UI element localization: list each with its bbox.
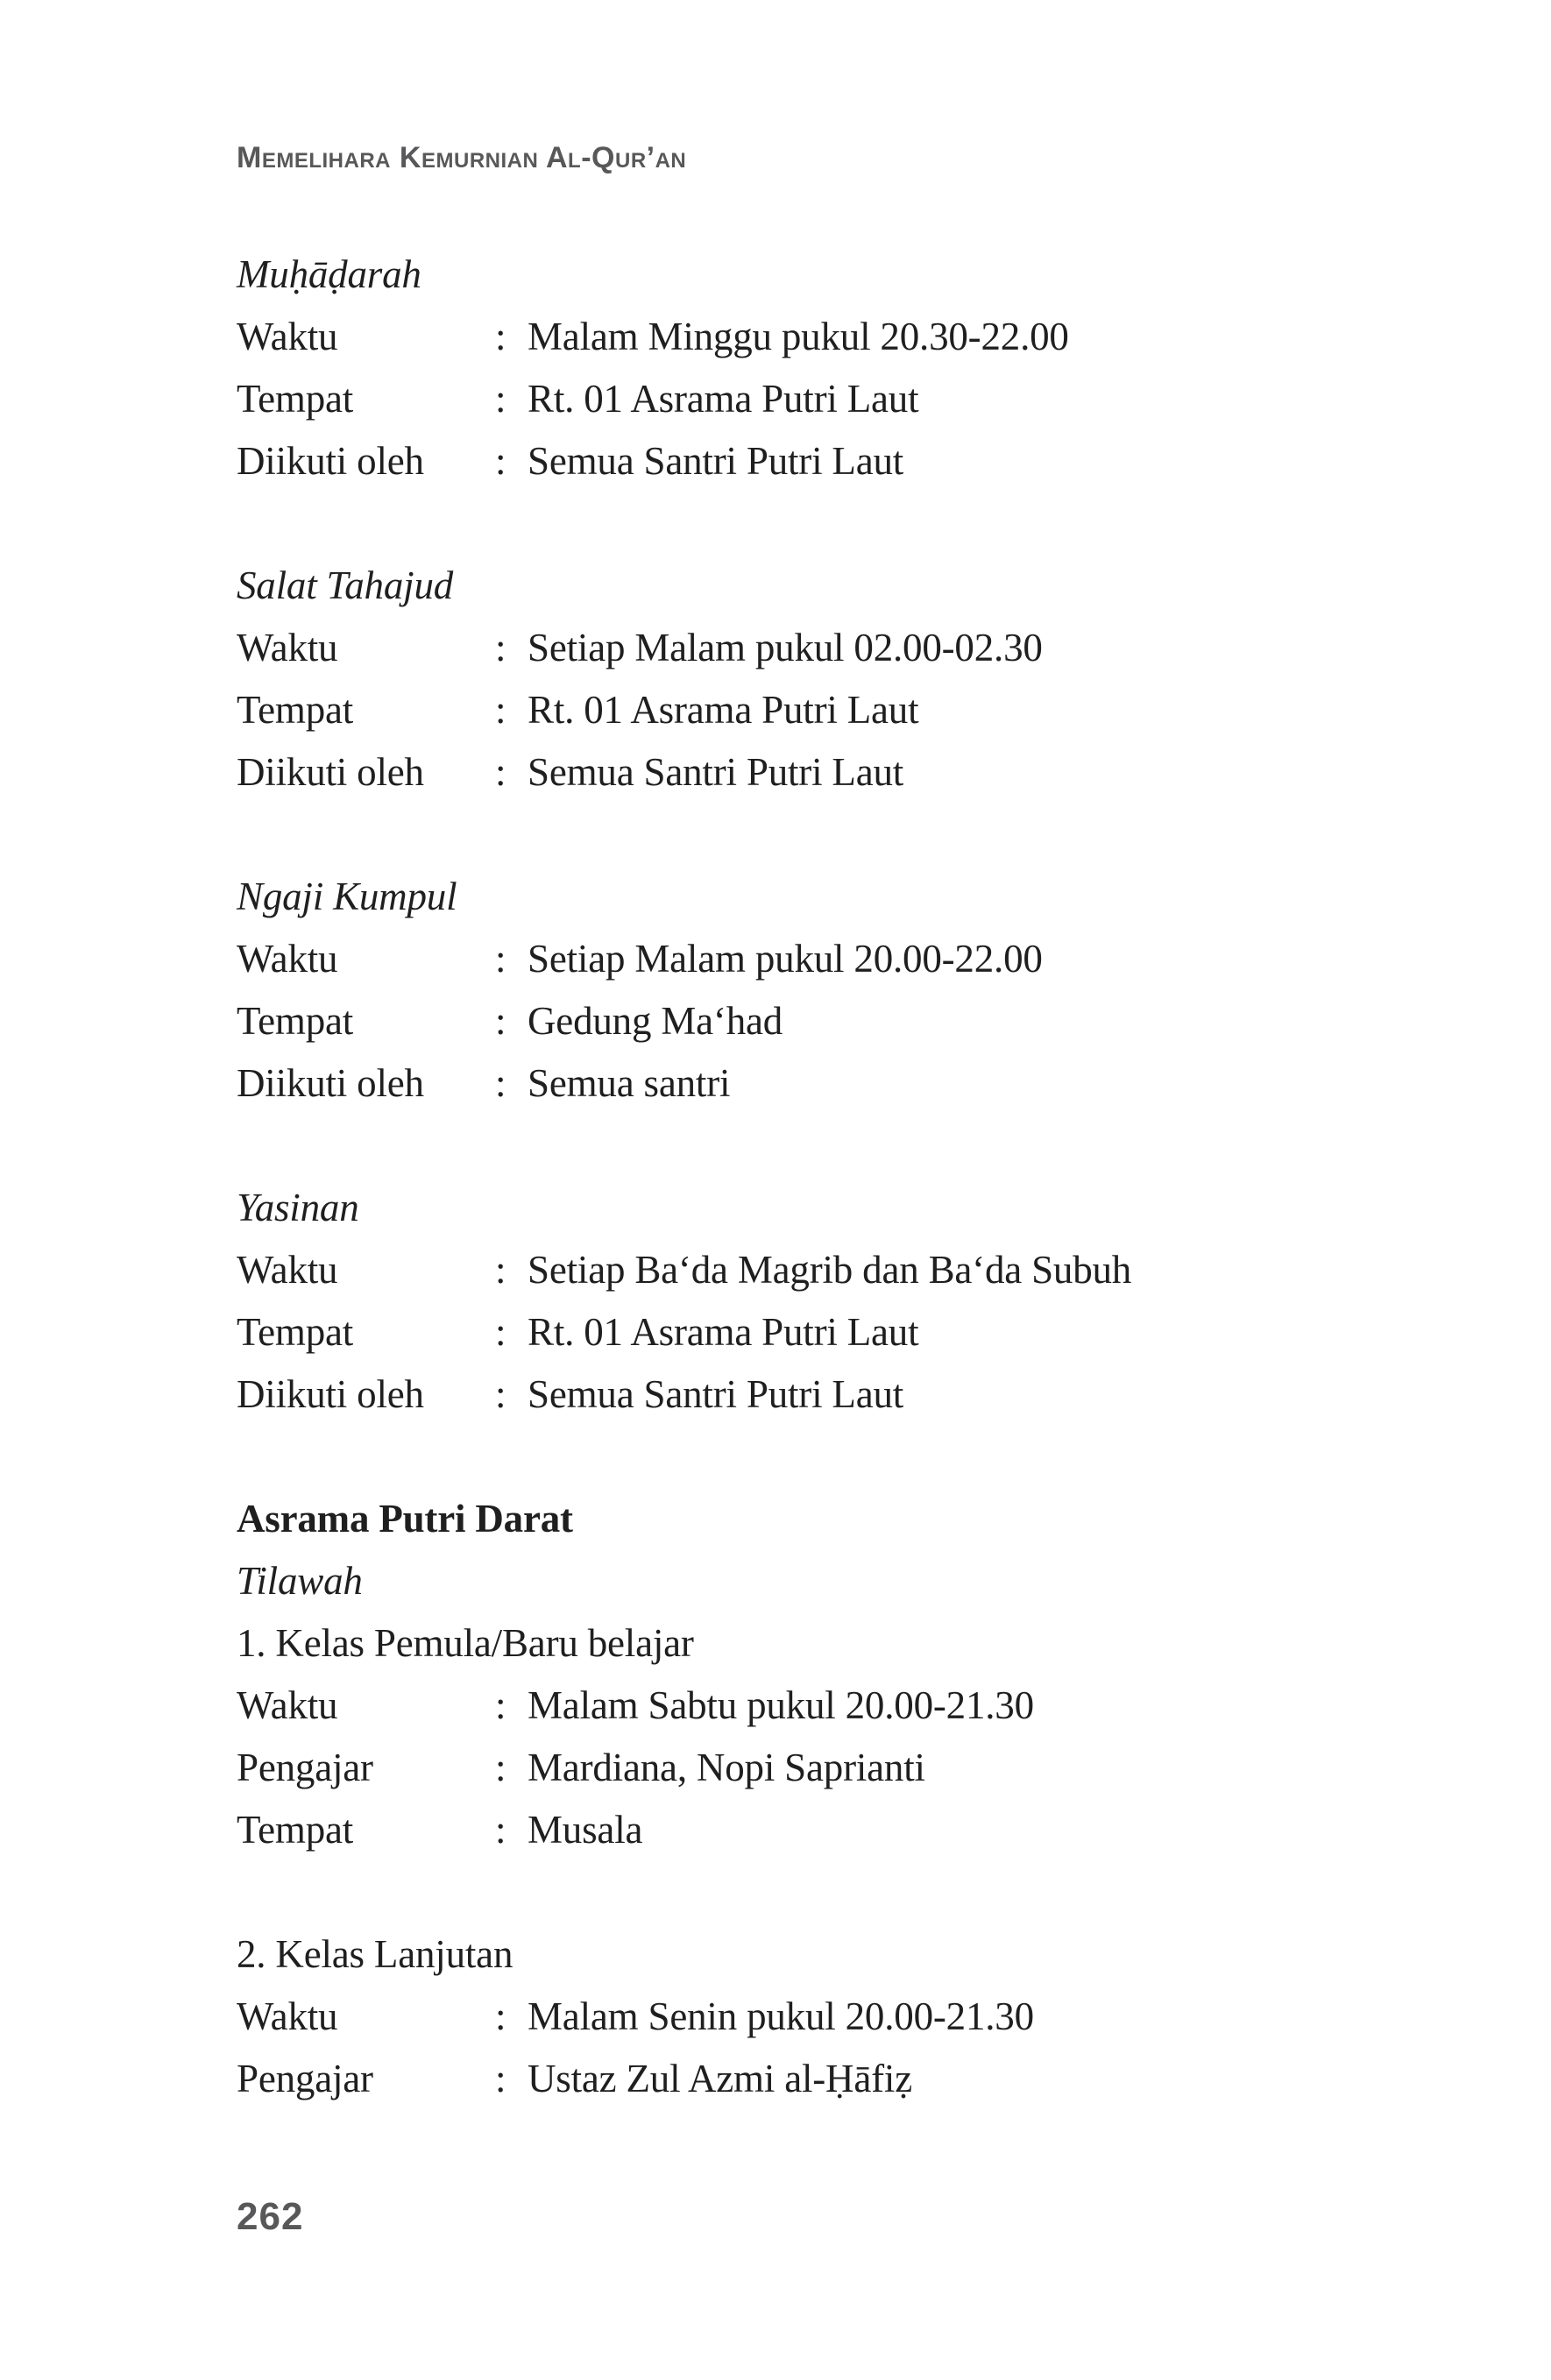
field-value: Gedung Ma‘had xyxy=(528,999,783,1043)
field-value: Semua Santri Putri Laut xyxy=(528,750,904,794)
field-separator: : xyxy=(495,1994,506,2038)
section-heading: Muḥāḍarah xyxy=(237,252,421,296)
field-label: Tempat xyxy=(237,1808,354,1852)
field-row xyxy=(237,617,1349,679)
field-value: Malam Sabtu pukul 20.00-21.30 xyxy=(528,1683,1034,1727)
field-separator: : xyxy=(495,626,506,669)
field-label: Waktu xyxy=(237,1248,338,1292)
field-separator: : xyxy=(495,1683,506,1727)
field-row xyxy=(237,306,1349,368)
field-separator: : xyxy=(495,439,506,483)
field-label: Diikuti oleh xyxy=(237,439,424,483)
field-label: Waktu xyxy=(237,937,338,981)
field-value: Setiap Malam pukul 20.00-22.00 xyxy=(528,937,1043,981)
field-row xyxy=(237,1737,1349,1799)
field-separator: : xyxy=(495,1746,506,1789)
field-label: Diikuti oleh xyxy=(237,1372,424,1416)
field-row xyxy=(237,679,1349,741)
field-label: Pengajar xyxy=(237,2057,373,2100)
field-value: Malam Senin pukul 20.00-21.30 xyxy=(528,1994,1034,2038)
field-value: Mardiana, Nopi Saprianti xyxy=(528,1746,925,1789)
page-number: 262 xyxy=(237,2195,304,2238)
field-separator: : xyxy=(495,2057,506,2100)
field-separator: : xyxy=(495,937,506,981)
section-kelas-lanjutan xyxy=(237,1923,1349,2110)
field-row xyxy=(237,430,1349,492)
field-row xyxy=(237,1052,1349,1115)
field-separator: : xyxy=(495,1310,506,1354)
field-value: Setiap Malam pukul 02.00-02.30 xyxy=(528,626,1043,669)
section-yasinan xyxy=(237,1177,1349,1426)
field-label: Tempat xyxy=(237,377,354,421)
field-row xyxy=(237,2048,1349,2110)
field-row xyxy=(237,368,1349,430)
field-separator: : xyxy=(495,1372,506,1416)
field-row xyxy=(237,1675,1349,1737)
section-heading: Salat Tahajud xyxy=(237,563,454,607)
running-header-title: Memelihara Kemurnian Al-Qur’an xyxy=(237,141,687,174)
field-separator: : xyxy=(495,750,506,794)
section-muhadarah xyxy=(237,244,1349,492)
field-value: Ustaz Zul Azmi al-Ḥāfiẓ xyxy=(528,2057,912,2100)
field-row xyxy=(237,990,1349,1052)
field-label: Tempat xyxy=(237,688,354,732)
field-separator: : xyxy=(495,377,506,421)
field-label: Pengajar xyxy=(237,1746,373,1789)
field-label: Diikuti oleh xyxy=(237,750,424,794)
item-heading: 2. Kelas Lanjutan xyxy=(237,1932,513,1976)
field-label: Tempat xyxy=(237,1310,354,1354)
section-heading: Asrama Putri Darat xyxy=(237,1497,573,1541)
field-row xyxy=(237,928,1349,990)
field-row xyxy=(237,1986,1349,2048)
field-value: Semua Santri Putri Laut xyxy=(528,1372,904,1416)
section-asrama-putri-darat xyxy=(237,1488,1349,1861)
field-value: Setiap Ba‘da Magrib dan Ba‘da Subuh xyxy=(528,1248,1132,1292)
field-value: Rt. 01 Asrama Putri Laut xyxy=(528,377,919,421)
field-label: Waktu xyxy=(237,1994,338,2038)
field-label: Waktu xyxy=(237,626,338,669)
field-label: Diikuti oleh xyxy=(237,1061,424,1105)
field-separator: : xyxy=(495,1248,506,1292)
field-separator: : xyxy=(495,999,506,1043)
field-row xyxy=(237,1239,1349,1301)
field-row xyxy=(237,741,1349,804)
field-separator: : xyxy=(495,1808,506,1852)
field-value: Rt. 01 Asrama Putri Laut xyxy=(528,688,919,732)
field-label: Tempat xyxy=(237,999,354,1043)
section-heading: Yasinan xyxy=(237,1186,359,1229)
field-value: Semua santri xyxy=(528,1061,731,1105)
field-value: Malam Minggu pukul 20.30-22.00 xyxy=(528,315,1069,358)
field-row xyxy=(237,1301,1349,1364)
field-separator: : xyxy=(495,315,506,358)
section-ngaji-kumpul xyxy=(237,866,1349,1115)
field-value: Rt. 01 Asrama Putri Laut xyxy=(528,1310,919,1354)
field-separator: : xyxy=(495,1061,506,1105)
field-value: Musala xyxy=(528,1808,643,1852)
section-heading: Ngaji Kumpul xyxy=(237,875,457,918)
field-label: Waktu xyxy=(237,315,338,358)
field-row xyxy=(237,1364,1349,1426)
section-salat-tahajud xyxy=(237,555,1349,804)
field-label: Waktu xyxy=(237,1683,338,1727)
field-separator: : xyxy=(495,688,506,732)
item-heading: 1. Kelas Pemula/Baru belajar xyxy=(237,1621,694,1665)
field-value: Semua Santri Putri Laut xyxy=(528,439,904,483)
field-row xyxy=(237,1799,1349,1861)
section-subheading: Tilawah xyxy=(237,1559,363,1603)
